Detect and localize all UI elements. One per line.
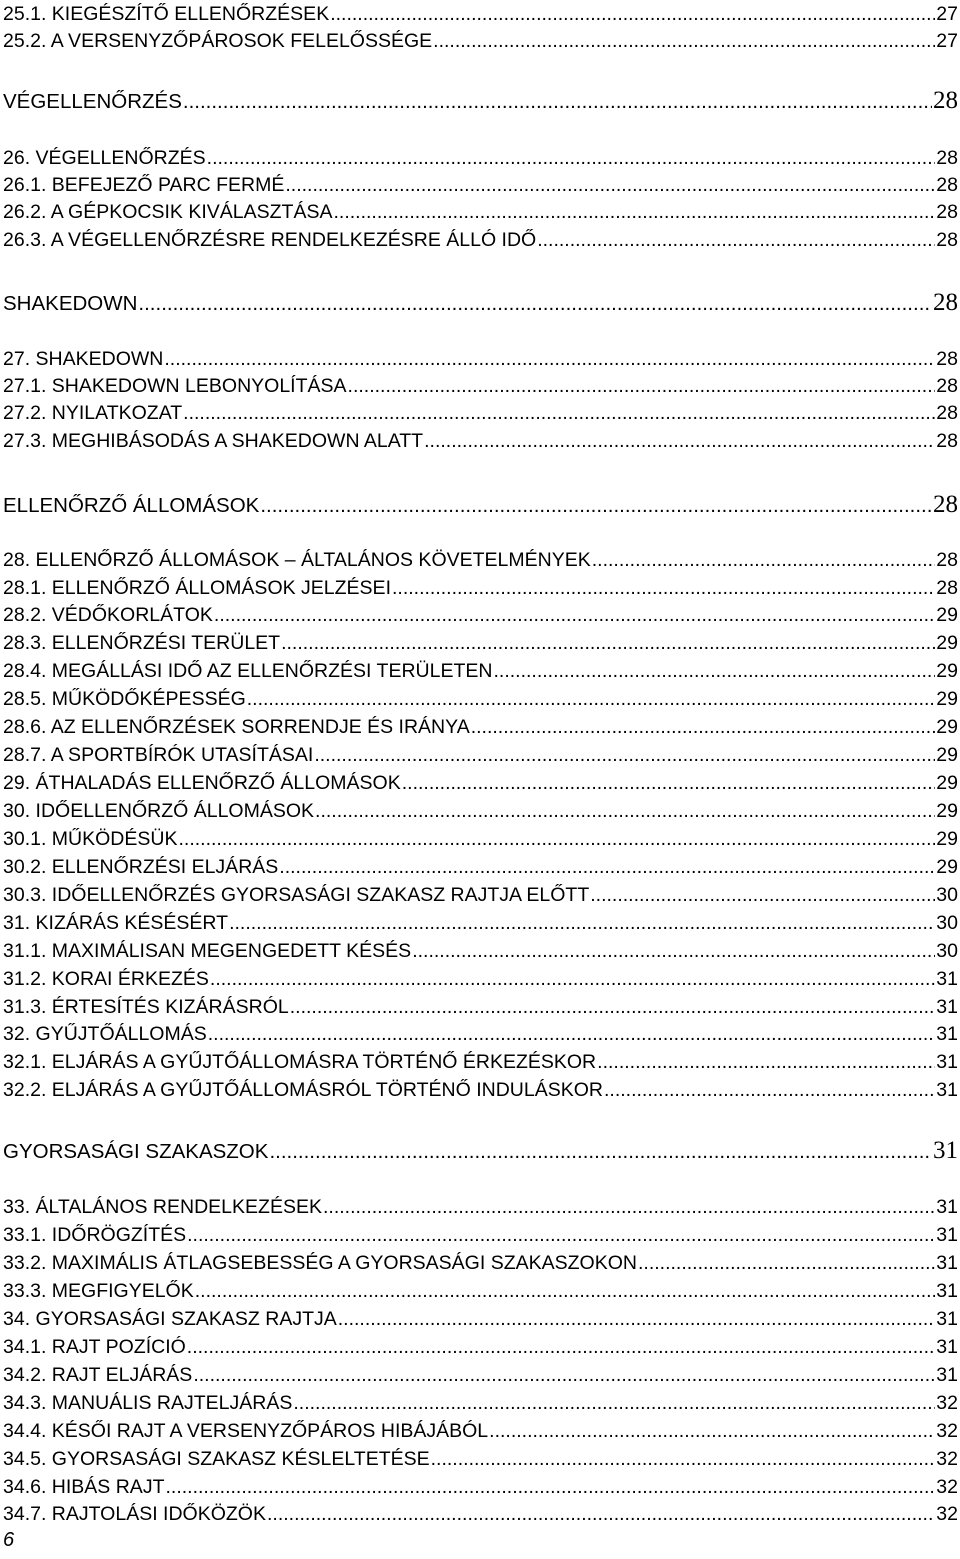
toc-entry-page: 31 (936, 1196, 958, 1218)
toc-entry-title: 28.6. AZ ELLENŐRZÉSEK SORRENDJE ÉS IRÁNYA (3, 716, 470, 738)
toc-entry[interactable] (3, 1282, 958, 1302)
toc-entry-title: 33.3. MEGFIGYELŐK (3, 1280, 194, 1302)
dot-leader (195, 1282, 936, 1302)
toc-entry-title: 31.3. ÉRTESÍTÉS KIZÁRÁSRÓL (3, 996, 289, 1018)
toc-entry-page: 28 (936, 375, 958, 397)
dot-leader (338, 1310, 936, 1330)
dot-leader (269, 1142, 932, 1163)
toc-entry[interactable] (3, 718, 958, 738)
dot-leader (281, 634, 935, 654)
toc-entry[interactable] (3, 1450, 958, 1470)
toc-entry-page: 32 (936, 1448, 958, 1470)
dot-leader (267, 1505, 935, 1525)
toc-entry-page: 31 (936, 1023, 958, 1045)
toc-entry[interactable] (3, 1394, 958, 1414)
toc-entry-page: 29 (936, 688, 958, 710)
toc-entry-title: 31.1. MAXIMÁLISAN MEGENGEDETT KÉSÉS (3, 940, 412, 962)
toc-entry[interactable] (3, 5, 958, 25)
dot-leader (164, 350, 935, 370)
toc-entry[interactable] (3, 606, 958, 626)
toc-entry[interactable] (3, 1226, 958, 1246)
dot-leader (285, 176, 935, 196)
toc-entry-title: 34.1. RAJT POZÍCIÓ (3, 1336, 186, 1358)
toc-entry-title: 25.2. A VERSENYZŐPÁROSOK FELELŐSSÉGE (3, 30, 433, 52)
toc-entry-page: 30 (936, 912, 958, 934)
dot-leader (210, 970, 935, 990)
toc-entry-title: 34.6. HIBÁS RAJT (3, 1476, 165, 1498)
toc-entry-page: 31 (936, 1252, 958, 1274)
toc-entry-page: 28 (933, 491, 958, 518)
toc-entry-page: 32 (936, 1420, 958, 1442)
dot-leader (290, 998, 936, 1018)
dot-leader (214, 606, 935, 626)
dot-leader (493, 662, 935, 682)
dot-leader (260, 496, 932, 517)
toc-entry-title: 33.2. MAXIMÁLIS ÁTLAGSEBESSÉG A GYORSASÁGI SZAKASZOKON (3, 1252, 637, 1274)
toc-entry[interactable] (3, 746, 958, 766)
toc-entry[interactable] (3, 1422, 958, 1442)
toc-entry-title: 34.4. KÉSŐI RAJT A VERSENYZŐPÁROS HIBÁJÁBÓL (3, 1420, 489, 1442)
dot-leader (489, 1422, 935, 1442)
dot-leader (279, 858, 935, 878)
toc-entry[interactable] (3, 914, 958, 934)
toc-entry[interactable] (3, 1478, 958, 1498)
toc-entry-title: 32. GYŰJTŐÁLLOMÁS (3, 1023, 207, 1045)
toc-entry-page: 28 (936, 430, 958, 452)
toc-entry-page: 31 (936, 1308, 958, 1330)
toc-entry-page: 27 (936, 30, 958, 52)
toc-entry-title: VÉGELLENŐRZÉS (3, 90, 182, 113)
toc-entry-title: 33. ÁLTALÁNOS RENDELKEZÉSEK (3, 1196, 322, 1218)
dot-leader (392, 579, 935, 599)
toc-entry[interactable] (3, 1053, 958, 1073)
toc-entry-title: 32.2. ELJÁRÁS A GYŰJTŐÁLLOMÁSRÓL TÖRTÉNŐ INDULÁSKOR (3, 1079, 603, 1101)
dot-leader (165, 1478, 935, 1498)
toc-entry-title: 31. KIZÁRÁS KÉSÉSÉRT (3, 912, 229, 934)
toc-entry-page: 31 (936, 996, 958, 1018)
toc-entry-title: 34.5. GYORSASÁGI SZAKASZ KÉSLELTETÉSE (3, 1448, 430, 1470)
toc-entry[interactable] (3, 176, 958, 196)
toc-entry-page: 29 (936, 772, 958, 794)
toc-entry[interactable] (3, 886, 958, 906)
dot-leader (330, 5, 935, 25)
toc-entry-page: 30 (936, 940, 958, 962)
toc-entry-page: 31 (936, 1079, 958, 1101)
dot-leader (333, 203, 935, 223)
toc-entry-page: 30 (936, 884, 958, 906)
toc-entry-title: 33.1. IDŐRÖGZÍTÉS (3, 1224, 187, 1246)
dot-leader (431, 1450, 936, 1470)
toc-entry-title: 26.1. BEFEJEZŐ PARC FERMÉ (3, 174, 285, 196)
toc-entry-title: 26. VÉGELLENŐRZÉS (3, 147, 206, 169)
toc-entry-page: 27 (936, 3, 958, 25)
toc-entry-title: ELLENŐRZŐ ÁLLOMÁSOK (3, 494, 260, 517)
toc-chapter[interactable] (3, 290, 958, 315)
toc-entry[interactable] (3, 1505, 958, 1525)
toc-entry-title: 29. ÁTHALADÁS ELLENŐRZŐ ÁLLOMÁSOK (3, 772, 401, 794)
dot-leader (293, 1394, 935, 1414)
toc-entry-page: 29 (936, 800, 958, 822)
toc-entry-page: 31 (936, 1280, 958, 1302)
toc-entry[interactable] (3, 1025, 958, 1045)
toc-entry[interactable] (3, 203, 958, 223)
toc-entry[interactable] (3, 579, 958, 599)
dot-leader (193, 1366, 935, 1386)
toc-entry[interactable] (3, 830, 958, 850)
toc-entry[interactable] (3, 942, 958, 962)
toc-entry[interactable] (3, 970, 958, 990)
toc-entry-page: 28 (936, 201, 958, 223)
toc-entry[interactable] (3, 690, 958, 710)
toc-entry[interactable] (3, 432, 958, 452)
toc-entry-title: 26.2. A GÉPKOCSIK KIVÁLASZTÁSA (3, 201, 333, 223)
dot-leader (638, 1254, 935, 1274)
toc-entry-page: 29 (936, 828, 958, 850)
toc-entry-title: 28.3. ELLENŐRZÉSI TERÜLET (3, 632, 281, 654)
toc-entry-title: 34.2. RAJT ELJÁRÁS (3, 1364, 193, 1386)
dot-leader (323, 1198, 935, 1218)
dot-leader (314, 746, 935, 766)
toc-entry-title: GYORSASÁGI SZAKASZOK (3, 1140, 269, 1163)
dot-leader (424, 432, 935, 452)
page-number: 6 (3, 1529, 15, 1551)
toc-entry-title: 28.2. VÉDŐKORLÁTOK (3, 604, 213, 626)
toc-entry-page: 29 (936, 660, 958, 682)
dot-leader (138, 294, 932, 315)
toc-entry-page: 31 (936, 968, 958, 990)
toc-entry[interactable] (3, 350, 958, 370)
dot-leader (348, 377, 936, 397)
dot-leader (604, 1081, 935, 1101)
toc-entry-title: 27. SHAKEDOWN (3, 348, 164, 370)
toc-entry-title: 30.3. IDŐELLENŐRZÉS GYORSASÁGI SZAKASZ RAJTJA ELŐTT (3, 884, 590, 906)
toc-entry-page: 29 (936, 604, 958, 626)
toc-entry-page: 31 (933, 1137, 958, 1164)
toc-entry[interactable] (3, 1198, 958, 1218)
toc-entry-page: 32 (936, 1476, 958, 1498)
dot-leader (315, 802, 935, 822)
toc-entry-title: 28. ELLENŐRZŐ ÁLLOMÁSOK – ÁLTALÁNOS KÖVETELMÉNYEK (3, 549, 591, 571)
toc-entry[interactable] (3, 802, 958, 822)
dot-leader (590, 886, 935, 906)
toc-entry-title: 30. IDŐELLENŐRZŐ ÁLLOMÁSOK (3, 800, 315, 822)
toc-entry-title: 30.2. ELLENŐRZÉSI ELJÁRÁS (3, 856, 279, 878)
toc-entry-title: 28.7. A SPORTBÍRÓK UTASÍTÁSAI (3, 744, 314, 766)
toc-entry-page: 28 (933, 87, 958, 114)
dot-leader (592, 551, 936, 571)
toc-entry-page: 28 (933, 289, 958, 316)
toc-entry-page: 28 (936, 348, 958, 370)
toc-chapter[interactable] (3, 1138, 958, 1163)
toc-entry-title: 32.1. ELJÁRÁS A GYŰJTŐÁLLOMÁSRA TÖRTÉNŐ ÉRKEZÉSKOR (3, 1051, 597, 1073)
dot-leader (207, 149, 936, 169)
toc-entry[interactable] (3, 634, 958, 654)
toc-entry[interactable] (3, 1081, 958, 1101)
toc-entry-page: 28 (936, 174, 958, 196)
toc-entry[interactable] (3, 32, 958, 52)
toc-chapter[interactable] (3, 88, 958, 113)
toc-entry[interactable] (3, 149, 958, 169)
toc-entry-title: 26.3. A VÉGELLENŐRZÉSRE RENDELKEZÉSRE ÁLLÓ IDŐ (3, 229, 537, 251)
toc-entry-page: 31 (936, 1224, 958, 1246)
toc-entry[interactable] (3, 1310, 958, 1330)
toc-entry-title: SHAKEDOWN (3, 292, 138, 315)
toc-entry-title: 34.3. MANUÁLIS RAJTELJÁRÁS (3, 1392, 293, 1414)
toc-entry-page: 28 (936, 229, 958, 251)
dot-leader (597, 1053, 935, 1073)
toc-entry-page: 28 (936, 577, 958, 599)
toc-entry-page: 32 (936, 1503, 958, 1525)
dot-leader (229, 914, 935, 934)
toc-entry[interactable] (3, 551, 958, 571)
toc-entry-title: 27.2. NYILATKOZAT (3, 402, 183, 424)
toc-entry-title: 34. GYORSASÁGI SZAKASZ RAJTJA (3, 1308, 337, 1330)
toc-entry-title: 25.1. KIEGÉSZÍTŐ ELLENŐRZÉSEK (3, 3, 330, 25)
dot-leader (402, 774, 936, 794)
toc-entry[interactable] (3, 998, 958, 1018)
toc-entry[interactable] (3, 662, 958, 682)
dot-leader (208, 1025, 936, 1045)
dot-leader (183, 92, 932, 113)
toc-entry-title: 31.2. KORAI ÉRKEZÉS (3, 968, 209, 990)
toc-entry-page: 31 (936, 1051, 958, 1073)
toc-entry[interactable] (3, 1254, 958, 1274)
dot-leader (537, 231, 935, 251)
toc-entry[interactable] (3, 858, 958, 878)
toc-entry-title: 28.4. MEGÁLLÁSI IDŐ AZ ELLENŐRZÉSI TERÜLETEN (3, 660, 493, 682)
toc-entry-title: 27.1. SHAKEDOWN LEBONYOLÍTÁSA (3, 375, 347, 397)
toc-entry-page: 29 (936, 744, 958, 766)
toc-entry-page: 31 (936, 1364, 958, 1386)
toc-entry[interactable] (3, 231, 958, 251)
toc-entry-title: 34.7. RAJTOLÁSI IDŐKÖZÖK (3, 1503, 266, 1525)
toc-chapter[interactable] (3, 492, 958, 517)
toc-entry-page: 32 (936, 1392, 958, 1414)
dot-leader (187, 1338, 936, 1358)
toc-entry-title: 27.3. MEGHIBÁSODÁS A SHAKEDOWN ALATT (3, 430, 424, 452)
toc-entry-title: 28.5. MŰKÖDŐKÉPESSÉG (3, 688, 246, 710)
dot-leader (183, 404, 935, 424)
dot-leader (433, 32, 935, 52)
toc-entry-page: 29 (936, 632, 958, 654)
toc-entry[interactable] (3, 774, 958, 794)
toc-entry[interactable] (3, 1366, 958, 1386)
toc-entry-page: 31 (936, 1336, 958, 1358)
dot-leader (471, 718, 936, 738)
dot-leader (187, 1226, 935, 1246)
toc-entry[interactable] (3, 404, 958, 424)
toc-entry-page: 29 (936, 856, 958, 878)
toc-entry-page: 28 (936, 549, 958, 571)
toc-entry[interactable] (3, 1338, 958, 1358)
toc-entry-page: 28 (936, 402, 958, 424)
toc-entry-page: 28 (936, 147, 958, 169)
toc-entry-title: 28.1. ELLENŐRZŐ ÁLLOMÁSOK JELZÉSEI (3, 577, 391, 599)
toc-entry-page: 29 (936, 716, 958, 738)
dot-leader (247, 690, 936, 710)
dot-leader (412, 942, 935, 962)
toc-entry-title: 30.1. MŰKÖDÉSÜK (3, 828, 178, 850)
dot-leader (178, 830, 935, 850)
toc-entry[interactable] (3, 377, 958, 397)
